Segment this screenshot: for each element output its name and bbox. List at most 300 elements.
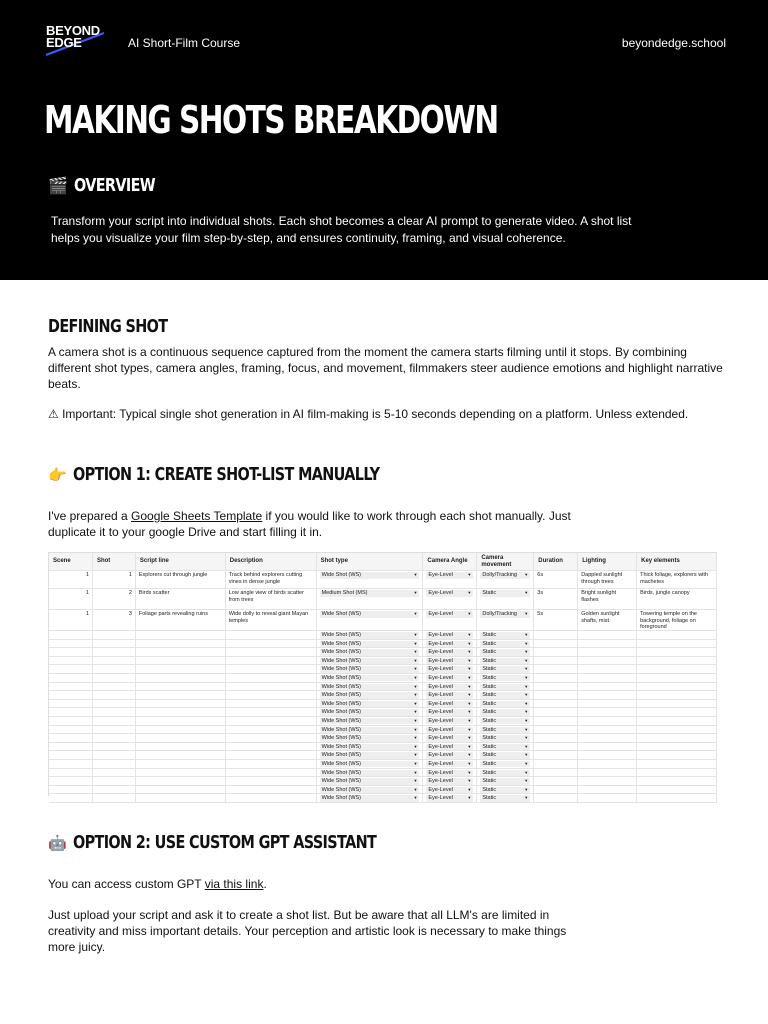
camera-angle-select[interactable] [423,648,477,656]
description-cell[interactable] [226,708,317,716]
beyond-edge-logo[interactable] [46,25,110,59]
duration-cell[interactable] [534,794,578,802]
dropdown-arrow-icon[interactable]: ▼ [524,590,529,595]
camera-angle-select[interactable] [423,751,477,759]
lighting-cell[interactable] [578,777,637,785]
camera-movement-select[interactable] [477,691,534,699]
sheet-header-cell[interactable]: Duration [534,553,578,570]
script-line-cell[interactable] [136,760,226,768]
shot-cell[interactable] [93,726,136,734]
dropdown-arrow-icon[interactable]: ▼ [467,700,472,706]
description-cell[interactable]: Track behind explorers cutting vines in dense jungle [226,571,317,588]
duration-cell[interactable] [534,734,578,742]
duration-cell[interactable] [534,683,578,691]
shot-type-select-chip[interactable] [320,649,420,656]
dropdown-arrow-icon[interactable]: ▼ [467,795,472,801]
dropdown-arrow-icon[interactable]: ▼ [524,709,529,715]
dropdown-arrow-icon[interactable]: ▼ [524,760,529,766]
dropdown-arrow-icon[interactable]: ▼ [524,735,529,741]
camera-angle-select-chip[interactable] [426,666,473,673]
script-line-cell[interactable] [136,665,226,673]
camera-movement-select[interactable] [477,589,534,609]
camera-angle-select-chip[interactable] [426,692,473,699]
camera-movement-select[interactable] [477,648,534,656]
key-elements-cell[interactable] [637,734,717,742]
script-line-cell[interactable] [136,631,226,639]
dropdown-arrow-icon[interactable]: ▼ [413,778,418,784]
shot-type-select-chip[interactable] [320,611,420,618]
shot-type-select-chip[interactable] [320,641,420,648]
shot-type-select[interactable] [317,751,424,759]
scene-cell[interactable] [49,769,93,777]
dropdown-arrow-icon[interactable]: ▼ [413,674,418,680]
shot-type-select-chip[interactable] [320,744,420,751]
shot-type-select-chip[interactable] [320,770,420,777]
camera-movement-select-chip[interactable] [480,572,530,579]
dropdown-arrow-icon[interactable]: ▼ [467,590,472,595]
table-row[interactable] [49,751,717,760]
sheet-header-cell[interactable]: Description [226,553,317,570]
script-line-cell[interactable] [136,683,226,691]
script-line-cell[interactable] [136,794,226,802]
camera-angle-select-chip[interactable] [426,770,473,777]
lighting-cell[interactable] [578,683,637,691]
camera-angle-select-chip[interactable] [426,675,473,682]
duration-cell[interactable] [534,760,578,768]
camera-angle-select[interactable] [423,769,477,777]
camera-movement-select[interactable] [477,571,534,588]
dropdown-arrow-icon[interactable]: ▼ [413,795,418,801]
dropdown-arrow-icon[interactable]: ▼ [413,752,418,758]
script-line-cell[interactable] [136,717,226,725]
camera-movement-select[interactable] [477,683,534,691]
duration-cell[interactable] [534,708,578,716]
camera-movement-select-chip[interactable] [480,658,530,665]
camera-movement-select-chip[interactable] [480,795,530,802]
shot-type-select-chip[interactable] [320,666,420,673]
description-cell[interactable] [226,700,317,708]
camera-angle-select[interactable] [423,760,477,768]
camera-movement-select-chip[interactable] [480,778,530,785]
shot-cell[interactable] [93,700,136,708]
camera-movement-select-chip[interactable] [480,761,530,768]
sheet-header-cell[interactable]: Scene [49,553,93,570]
script-line-cell[interactable]: Explorers cut through jungle [136,571,226,588]
table-row[interactable] [49,743,717,752]
scene-cell[interactable] [49,657,93,665]
camera-angle-select[interactable] [423,691,477,699]
duration-cell[interactable] [534,657,578,665]
duration-cell[interactable] [534,665,578,673]
lighting-cell[interactable] [578,674,637,682]
dropdown-arrow-icon[interactable]: ▼ [413,726,418,732]
camera-movement-select[interactable] [477,665,534,673]
dropdown-arrow-icon[interactable]: ▼ [524,692,529,698]
scene-cell[interactable] [49,717,93,725]
camera-angle-select-chip[interactable] [426,701,473,708]
duration-cell[interactable] [534,674,578,682]
shot-type-select-chip[interactable] [320,684,420,691]
camera-angle-select-chip[interactable] [426,735,473,742]
description-cell[interactable] [226,683,317,691]
shot-type-select-chip[interactable] [320,572,420,579]
duration-cell[interactable]: 6s [534,571,578,588]
shot-cell[interactable] [93,691,136,699]
description-cell[interactable] [226,726,317,734]
key-elements-cell[interactable] [637,743,717,751]
camera-angle-select[interactable] [423,610,477,630]
scene-cell[interactable] [49,760,93,768]
shot-cell[interactable] [93,786,136,794]
shot-cell[interactable]: 1 [93,571,136,588]
shot-type-select-chip[interactable] [320,795,420,802]
lighting-cell[interactable] [578,640,637,648]
shot-cell[interactable] [93,683,136,691]
shot-cell[interactable] [93,760,136,768]
shot-type-select-chip[interactable] [320,761,420,768]
table-row[interactable] [49,786,717,795]
script-line-cell[interactable]: Foliage parts revealing ruins [136,610,226,630]
key-elements-cell[interactable] [637,683,717,691]
scene-cell[interactable] [49,777,93,785]
script-line-cell[interactable] [136,657,226,665]
shot-type-select-chip[interactable] [320,675,420,682]
key-elements-cell[interactable] [637,631,717,639]
duration-cell[interactable] [534,751,578,759]
scene-cell[interactable] [49,665,93,673]
shot-cell[interactable] [93,657,136,665]
lighting-cell[interactable] [578,760,637,768]
camera-movement-select-chip[interactable] [480,787,530,794]
lighting-cell[interactable] [578,751,637,759]
description-cell[interactable] [226,786,317,794]
key-elements-cell[interactable] [637,648,717,656]
camera-angle-select[interactable] [423,700,477,708]
scene-cell[interactable] [49,743,93,751]
dropdown-arrow-icon[interactable]: ▼ [467,640,472,646]
description-cell[interactable] [226,657,317,665]
sheet-header-cell[interactable]: Key elements [637,553,717,570]
shot-type-select[interactable] [317,700,424,708]
key-elements-cell[interactable] [637,700,717,708]
script-line-cell[interactable] [136,691,226,699]
camera-movement-select[interactable] [477,726,534,734]
key-elements-cell[interactable] [637,665,717,673]
dropdown-arrow-icon[interactable]: ▼ [467,683,472,689]
description-cell[interactable] [226,743,317,751]
duration-cell[interactable]: 5s [534,610,578,630]
key-elements-cell[interactable] [637,794,717,802]
camera-movement-select[interactable] [477,751,534,759]
camera-movement-select[interactable] [477,777,534,785]
table-row[interactable] [49,691,717,700]
shot-type-select[interactable] [317,657,424,665]
table-row[interactable] [49,610,717,631]
table-row[interactable] [49,683,717,692]
shot-cell[interactable] [93,640,136,648]
shot-type-select-chip[interactable] [320,778,420,785]
shot-list-spreadsheet[interactable] [48,552,717,802]
dropdown-arrow-icon[interactable]: ▼ [413,572,418,577]
dropdown-arrow-icon[interactable]: ▼ [467,657,472,663]
shot-type-select[interactable] [317,734,424,742]
shot-cell[interactable] [93,794,136,802]
key-elements-cell[interactable] [637,691,717,699]
sheet-header-cell[interactable]: Shot type [317,553,424,570]
camera-movement-select[interactable] [477,769,534,777]
description-cell[interactable] [226,631,317,639]
shot-type-select-chip[interactable] [320,709,420,716]
camera-angle-select-chip[interactable] [426,718,473,725]
scene-cell[interactable] [49,794,93,802]
script-line-cell[interactable] [136,786,226,794]
scene-cell[interactable] [49,751,93,759]
dropdown-arrow-icon[interactable]: ▼ [524,640,529,646]
camera-movement-select-chip[interactable] [480,752,530,759]
dropdown-arrow-icon[interactable]: ▼ [524,572,529,577]
lighting-cell[interactable] [578,631,637,639]
table-row[interactable] [49,674,717,683]
shot-type-select[interactable] [317,589,424,609]
dropdown-arrow-icon[interactable]: ▼ [413,709,418,715]
dropdown-arrow-icon[interactable]: ▼ [413,786,418,792]
shot-type-select-chip[interactable] [320,752,420,759]
key-elements-cell[interactable] [637,726,717,734]
camera-angle-select-chip[interactable] [426,727,473,734]
script-line-cell[interactable] [136,700,226,708]
dropdown-arrow-icon[interactable]: ▼ [413,743,418,749]
lighting-cell[interactable] [578,665,637,673]
dropdown-arrow-icon[interactable]: ▼ [524,666,529,672]
dropdown-arrow-icon[interactable]: ▼ [524,769,529,775]
duration-cell[interactable] [534,648,578,656]
key-elements-cell[interactable] [637,760,717,768]
table-row[interactable] [49,760,717,769]
table-row[interactable] [49,726,717,735]
dropdown-arrow-icon[interactable]: ▼ [413,611,418,616]
camera-angle-select[interactable] [423,665,477,673]
shot-type-select[interactable] [317,631,424,639]
table-row[interactable] [49,734,717,743]
camera-movement-select[interactable] [477,794,534,802]
script-line-cell[interactable]: Birds scatter [136,589,226,609]
dropdown-arrow-icon[interactable]: ▼ [524,717,529,723]
dropdown-arrow-icon[interactable]: ▼ [467,674,472,680]
shot-type-select[interactable] [317,674,424,682]
shot-type-select[interactable] [317,640,424,648]
shot-type-select[interactable] [317,786,424,794]
sheet-header-cell[interactable]: Lighting [578,553,637,570]
camera-angle-select[interactable] [423,726,477,734]
shot-type-select[interactable] [317,794,424,802]
dropdown-arrow-icon[interactable]: ▼ [467,666,472,672]
shot-cell[interactable] [93,665,136,673]
shot-type-select-chip[interactable] [320,718,420,725]
camera-movement-select-chip[interactable] [480,744,530,751]
camera-movement-select[interactable] [477,610,534,630]
table-row[interactable] [49,700,717,709]
camera-angle-select[interactable] [423,794,477,802]
dropdown-arrow-icon[interactable]: ▼ [467,611,472,616]
dropdown-arrow-icon[interactable]: ▼ [467,572,472,577]
camera-movement-select[interactable] [477,717,534,725]
camera-movement-select-chip[interactable] [480,709,530,716]
lighting-cell[interactable] [578,691,637,699]
dropdown-arrow-icon[interactable]: ▼ [467,743,472,749]
shot-cell[interactable] [93,717,136,725]
lighting-cell[interactable] [578,726,637,734]
table-row[interactable] [49,769,717,778]
script-line-cell[interactable] [136,708,226,716]
duration-cell[interactable] [534,640,578,648]
shot-type-select-chip[interactable] [320,787,420,794]
shot-cell[interactable]: 2 [93,589,136,609]
dropdown-arrow-icon[interactable]: ▼ [467,769,472,775]
shot-type-select[interactable] [317,726,424,734]
shot-type-select-chip[interactable] [320,590,420,597]
camera-angle-select-chip[interactable] [426,649,473,656]
description-cell[interactable] [226,760,317,768]
table-row[interactable] [49,717,717,726]
description-cell[interactable]: Low angle view of birds scatter from trees [226,589,317,609]
duration-cell[interactable] [534,726,578,734]
camera-angle-select-chip[interactable] [426,744,473,751]
key-elements-cell[interactable] [637,674,717,682]
shot-cell[interactable] [93,648,136,656]
table-row[interactable] [49,665,717,674]
shot-type-select[interactable] [317,665,424,673]
description-cell[interactable] [226,640,317,648]
dropdown-arrow-icon[interactable]: ▼ [413,657,418,663]
shot-type-select[interactable] [317,571,424,588]
dropdown-arrow-icon[interactable]: ▼ [467,709,472,715]
key-elements-cell[interactable] [637,657,717,665]
camera-movement-select[interactable] [477,640,534,648]
lighting-cell[interactable]: Dappled sunlight through trees [578,571,637,588]
lighting-cell[interactable] [578,794,637,802]
camera-angle-select[interactable] [423,708,477,716]
scene-cell[interactable] [49,674,93,682]
camera-movement-select[interactable] [477,700,534,708]
dropdown-arrow-icon[interactable]: ▼ [524,683,529,689]
key-elements-cell[interactable]: Birds, jungle canopy [637,589,717,609]
camera-movement-select-chip[interactable] [480,675,530,682]
duration-cell[interactable] [534,769,578,777]
camera-angle-select[interactable] [423,571,477,588]
shot-cell[interactable] [93,751,136,759]
scene-cell[interactable] [49,691,93,699]
camera-angle-select[interactable] [423,743,477,751]
dropdown-arrow-icon[interactable]: ▼ [413,632,418,637]
scene-cell[interactable] [49,648,93,656]
camera-movement-select-chip[interactable] [480,666,530,673]
google-sheets-template-link[interactable]: Google Sheets Template [131,509,263,523]
shot-type-select[interactable] [317,648,424,656]
shot-cell[interactable] [93,674,136,682]
description-cell[interactable] [226,691,317,699]
shot-cell[interactable] [93,631,136,639]
script-line-cell[interactable] [136,769,226,777]
camera-angle-select[interactable] [423,589,477,609]
dropdown-arrow-icon[interactable]: ▼ [524,795,529,801]
shot-cell[interactable] [93,769,136,777]
dropdown-arrow-icon[interactable]: ▼ [413,590,418,595]
shot-type-select-chip[interactable] [320,701,420,708]
camera-movement-select-chip[interactable] [480,590,530,597]
script-line-cell[interactable] [136,751,226,759]
duration-cell[interactable] [534,786,578,794]
duration-cell[interactable] [534,777,578,785]
table-row[interactable] [49,571,717,589]
table-row[interactable] [49,657,717,666]
scene-cell[interactable] [49,631,93,639]
table-row[interactable] [49,648,717,657]
camera-movement-select[interactable] [477,674,534,682]
lighting-cell[interactable] [578,700,637,708]
camera-angle-select-chip[interactable] [426,709,473,716]
dropdown-arrow-icon[interactable]: ▼ [413,649,418,655]
key-elements-cell[interactable]: Thick foliage, explorers with machetes [637,571,717,588]
dropdown-arrow-icon[interactable]: ▼ [524,752,529,758]
shot-type-select-chip[interactable] [320,727,420,734]
sheet-header-cell[interactable]: Camera Angle [423,553,477,570]
dropdown-arrow-icon[interactable]: ▼ [467,726,472,732]
key-elements-cell[interactable]: Towering temple on the background, foliage on foreground [637,610,717,630]
description-cell[interactable] [226,769,317,777]
duration-cell[interactable] [534,743,578,751]
camera-angle-select-chip[interactable] [426,572,473,579]
custom-gpt-link[interactable]: via this link [204,877,264,891]
lighting-cell[interactable] [578,657,637,665]
script-line-cell[interactable] [136,640,226,648]
shot-type-select[interactable] [317,743,424,751]
script-line-cell[interactable] [136,674,226,682]
lighting-cell[interactable] [578,769,637,777]
lighting-cell[interactable] [578,734,637,742]
sheet-header-cell[interactable]: Camera movement [477,553,534,570]
table-row[interactable] [49,708,717,717]
camera-movement-select[interactable] [477,734,534,742]
scene-cell[interactable] [49,708,93,716]
dropdown-arrow-icon[interactable]: ▼ [467,735,472,741]
camera-movement-select-chip[interactable] [480,718,530,725]
shot-type-select[interactable] [317,683,424,691]
key-elements-cell[interactable] [637,777,717,785]
lighting-cell[interactable] [578,708,637,716]
lighting-cell[interactable]: Bright sunlight flashes [578,589,637,609]
dropdown-arrow-icon[interactable]: ▼ [467,752,472,758]
shot-type-select-chip[interactable] [320,632,420,639]
dropdown-arrow-icon[interactable]: ▼ [467,717,472,723]
table-row[interactable] [49,777,717,786]
description-cell[interactable] [226,717,317,725]
table-row[interactable] [49,631,717,640]
camera-angle-select[interactable] [423,683,477,691]
lighting-cell[interactable] [578,717,637,725]
camera-angle-select-chip[interactable] [426,611,473,618]
key-elements-cell[interactable] [637,751,717,759]
shot-cell[interactable]: 3 [93,610,136,630]
scene-cell[interactable] [49,734,93,742]
dropdown-arrow-icon[interactable]: ▼ [467,632,472,637]
description-cell[interactable]: Wide dolly to reveal giant Mayan temples [226,610,317,630]
camera-angle-select[interactable] [423,631,477,639]
dropdown-arrow-icon[interactable]: ▼ [524,743,529,749]
shot-cell[interactable] [93,734,136,742]
camera-movement-select-chip[interactable] [480,727,530,734]
camera-angle-select-chip[interactable] [426,658,473,665]
duration-cell[interactable]: 3s [534,589,578,609]
